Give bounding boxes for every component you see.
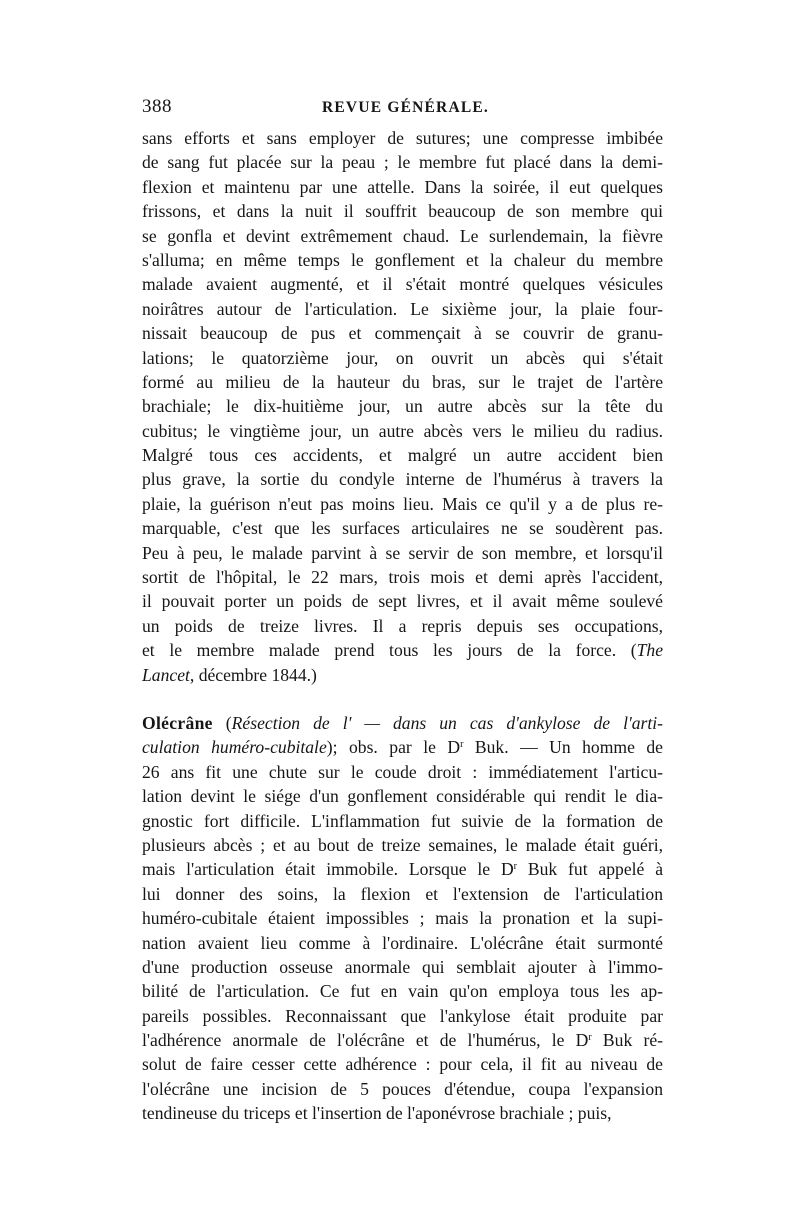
body-text [142, 126, 663, 1126]
text-line: brachiale; le dix-huitième jour, un autre abcès sur la tête du [142, 396, 663, 417]
text-line: plaie, la guérison n'eut pas moins lieu. Mais ce qu'il y a de plus re- [142, 493, 663, 514]
text-line [142, 711, 663, 735]
source-italic: The [636, 640, 663, 661]
text-line: frissons, et dans la nuit il souffrit beaucoup de son membre qui [142, 201, 663, 222]
running-title: REVUE GÉNÉRALE. [322, 99, 489, 116]
page-header [142, 96, 663, 122]
text-span: l'adhérence anormale de l'olécrâne et de l'humérus, le D [142, 1030, 589, 1051]
text-line: lation devint le siége d'un gonflement considérable qui rendit le dia- [142, 786, 663, 807]
superscript: r [588, 1032, 592, 1044]
superscript: r [513, 861, 518, 873]
text-span: Buk. — Un homme de [463, 737, 663, 758]
page-number: 388 [142, 96, 172, 117]
text-line: nation avaient lieu comme à l'ordinaire. L'olécrâne était surmonté [142, 932, 663, 953]
text-line: plusieurs abcès ; et au bout de treize semaines, le malade était guéri, [142, 834, 663, 855]
text-block [142, 882, 663, 1028]
text-line: lui donner des soins, la flexion et l'extension de l'articulation [142, 883, 663, 904]
text-line: sans efforts et sans employer de sutures; une compresse imbibée [142, 128, 663, 148]
text-line: formé au milieu de la hauteur du bras, sur le trajet de l'artère [142, 371, 663, 392]
text-line: lations; le quatorzième jour, on ouvrit un abcès qui s'était [142, 347, 663, 368]
text-line: bilité de l'articulation. Ce fut en vain qu'on employa tous les ap- [142, 981, 663, 1002]
entry-title-italic: culation huméro-cubitale [142, 737, 327, 758]
text-block [142, 1052, 663, 1125]
text-line: 26 ans fit une chute sur le coude droit : immédiatement l'articu- [142, 761, 663, 782]
text-line: cubitus; le vingtième jour, un autre abcès vers le milieu du radius. [142, 420, 663, 441]
text-line: solut de faire cesser cette adhérence : pour cela, il fit au niveau de [142, 1054, 663, 1075]
text-span: mais l'articulation était immobile. Lorsque le D [142, 859, 514, 880]
text-line [142, 735, 663, 759]
text-line: Peu à peu, le malade parvint à se servir de son membre, et lorsqu'il [142, 542, 663, 563]
text-span: ); obs. par le D [326, 737, 461, 758]
text-line: d'une production osseuse anormale qui semblait ajouter à l'immo- [142, 956, 663, 977]
text-line: tendineuse du triceps et l'insertion de l'aponévrose brachiale ; puis, [142, 1103, 612, 1124]
text-line [142, 663, 663, 687]
source-citation: , décembre 1844.) [189, 664, 317, 685]
text-line: un poids de treize livres. Il a repris depuis ses occupations, [142, 615, 663, 636]
text-line: noirâtres autour de l'articulation. Le sixième jour, la plaie four- [142, 298, 663, 319]
text-line: s'alluma; en même temps le gonflement et la chaleur du membre [142, 249, 663, 270]
paragraph-olecrane [142, 711, 663, 1126]
text-line: flexion et maintenu par une attelle. Dans la soirée, il eut quelques [142, 176, 663, 197]
text-line: gnostic fort difficile. L'inflammation fut suivie de la formation de [142, 810, 663, 831]
text-line [142, 638, 663, 662]
text-span: Buk ré- [591, 1030, 663, 1051]
text-span: Buk fut appelé à [517, 859, 663, 880]
text-line: il pouvait porter un poids de sept livres, et il avait même soulevé [142, 591, 663, 612]
entry-title-italic: Résection de l' — dans un cas d'ankylose de l'arti- [231, 712, 663, 733]
page [142, 96, 663, 1126]
text-line [142, 857, 663, 881]
text-line: Malgré tous ces accidents, et malgré un autre accident bien [142, 445, 663, 466]
text-line: l'olécrâne une incision de 5 pouces d'étendue, coupa l'expansion [142, 1078, 663, 1099]
text-line: marquable, c'est que les surfaces articulaires ne se soudèrent pas. [142, 518, 663, 539]
text-line: se gonfla et devint extrêmement chaud. Le surlendemain, la fièvre [142, 225, 663, 246]
text-line: plus grave, la sortie du condyle interne de l'humérus à travers la [142, 469, 663, 490]
text-line: pareils possibles. Reconnaissant que l'ankylose était produite par [142, 1005, 663, 1026]
text-line: malade avaient augmenté, et il s'était montré quelques vésicules [142, 274, 663, 295]
source-italic: Lancet [142, 664, 190, 685]
text-line: huméro-cubitale étaient impossibles ; mais la pronation et la supi- [142, 908, 663, 929]
entry-lead-word: Olécrâne [142, 712, 213, 733]
text-span: ( [212, 712, 232, 733]
text-line [142, 1028, 663, 1052]
superscript: r [460, 739, 464, 751]
text-span: et le membre malade prend tous les jours de la force. ( [142, 640, 637, 661]
paragraph-lancet-case [142, 126, 663, 663]
text-line: de sang fut placée sur la peau ; le membre fut placé dans la demi- [142, 152, 663, 173]
paragraph-gap [142, 687, 663, 711]
text-block [142, 760, 663, 858]
text-line: nissait beaucoup de pus et commençait à se couvrir de granu- [142, 323, 663, 344]
text-line: sortit de l'hôpital, le 22 mars, trois mois et demi après l'accident, [142, 567, 663, 588]
